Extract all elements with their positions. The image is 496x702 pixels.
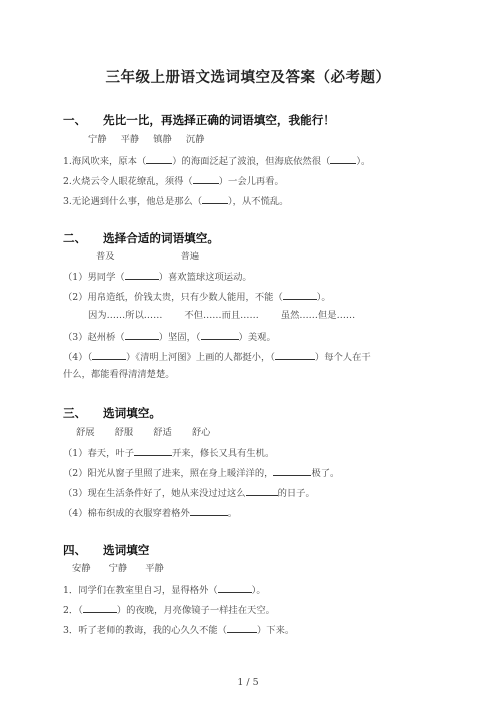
section-2-word-bank xyxy=(96,251,213,263)
word-option: 镇静 xyxy=(153,134,172,145)
word-option: 宁静 xyxy=(108,563,128,574)
section-4-heading-text: 选词填空 xyxy=(103,543,150,557)
word-option: 平静 xyxy=(145,563,164,574)
answer-blank[interactable] xyxy=(125,330,159,340)
answer-blank[interactable] xyxy=(92,350,126,360)
question-text: 的日子。 xyxy=(277,488,315,499)
section-4-heading xyxy=(63,542,149,558)
question-line xyxy=(63,466,339,480)
question-line xyxy=(63,486,315,500)
answer-blank[interactable] xyxy=(283,290,317,300)
question-text: ）下来。 xyxy=(256,625,295,636)
question-text: ）。 xyxy=(316,292,331,303)
answer-blank[interactable] xyxy=(275,350,315,360)
question-text: （3）赵州桥（ xyxy=(63,332,125,343)
section-1-number: 一、 xyxy=(63,113,87,127)
section-2-heading-text: 选择合适的词语填空。 xyxy=(103,231,219,245)
section-2-number: 二、 xyxy=(63,231,87,245)
page-number: 1 / 5 xyxy=(237,677,259,688)
question-text: 3.无论遇到什么事，他总是那么（ xyxy=(63,196,203,207)
question-text: ）的海面泛起了波浪，但海底依然很（ xyxy=(172,156,331,167)
question-text: ）的夜晚，月亮像镜子一样挂在天空。 xyxy=(116,605,275,616)
question-text: 。 xyxy=(227,508,238,519)
question-text: ）坚固，（ xyxy=(158,332,201,343)
section-1-heading xyxy=(63,112,335,128)
question-text: ）一会儿再看。 xyxy=(218,176,284,187)
word-option: 安静 xyxy=(72,563,91,574)
section-2-heading xyxy=(63,230,219,246)
answer-blank[interactable] xyxy=(83,603,117,613)
answer-blank[interactable] xyxy=(125,270,159,280)
answer-blank[interactable] xyxy=(190,506,228,516)
answer-blank[interactable] xyxy=(134,446,172,456)
question-line xyxy=(63,583,266,597)
question-text: 1.海风吹来，原本（ xyxy=(63,156,147,167)
answer-blank[interactable] xyxy=(246,486,278,496)
question-line xyxy=(63,623,294,637)
question-text: （1）春天，叶子 xyxy=(63,448,134,459)
question-text: ）美观。 xyxy=(238,332,276,343)
answer-blank[interactable] xyxy=(218,583,252,593)
document-title: 三年级上册语文选词填空及答案（必考题） xyxy=(105,69,391,86)
word-option: 舒适 xyxy=(153,427,172,438)
answer-blank[interactable] xyxy=(273,466,311,476)
word-option: 舒心 xyxy=(191,427,211,438)
question-line xyxy=(63,174,284,188)
section-4-word-bank xyxy=(72,563,178,575)
question-text: 1．同学们在教室里自习，显得格外（ xyxy=(63,585,218,596)
word-option: 平静 xyxy=(120,134,140,145)
question-line xyxy=(63,369,175,381)
question-text: （4）（ xyxy=(63,352,93,363)
question-line xyxy=(63,446,274,460)
question-line xyxy=(63,270,252,284)
answer-blank[interactable] xyxy=(193,174,219,184)
word-option: 舒展 xyxy=(76,427,95,438)
question-text: 2.火烧云令人眼花缭乱，须得（ xyxy=(63,176,193,187)
question-line xyxy=(63,154,370,168)
word-option: 普及 xyxy=(96,251,115,262)
conjunction-option: 不但……而且…… xyxy=(184,310,259,321)
word-option: 舒服 xyxy=(114,427,134,438)
question-text: ）。 xyxy=(251,585,266,596)
answer-blank[interactable] xyxy=(227,623,257,633)
question-line xyxy=(63,290,331,304)
question-text: ）每个人在干 xyxy=(314,352,371,363)
question-text: 什么，都能看得清清楚楚。 xyxy=(63,369,175,380)
answer-blank[interactable] xyxy=(201,330,239,340)
question-line xyxy=(63,330,276,344)
question-text: 2．（ xyxy=(63,605,83,616)
answer-blank[interactable] xyxy=(202,194,228,204)
conjunction-option: 虽然……但是…… xyxy=(280,310,356,321)
word-option: 沉静 xyxy=(185,134,205,145)
question-line xyxy=(63,350,371,364)
question-text: ）《清明上河图》上画的人都挺小，（ xyxy=(126,352,275,363)
question-text: 极了。 xyxy=(311,468,340,479)
section-3-word-bank xyxy=(76,427,224,439)
question-text: 开来，修长又具有生机。 xyxy=(172,448,275,459)
question-text: ）喜欢篮球这项运动。 xyxy=(158,272,252,283)
answer-blank[interactable] xyxy=(330,154,356,164)
word-option: 宁静 xyxy=(88,134,107,145)
section-1-word-bank xyxy=(88,134,218,146)
question-text: ），从不慌乱。 xyxy=(228,196,289,207)
question-text: （3）现在生活条件好了，她从来没过过这么 xyxy=(63,488,246,499)
answer-blank[interactable] xyxy=(146,154,172,164)
question-text: （4）棉布织成的衣服穿着格外 xyxy=(63,508,190,519)
word-option: 普遍 xyxy=(180,251,200,262)
question-text: （1）男同学（ xyxy=(63,272,125,283)
conjunction-option: 因为……所以…… xyxy=(88,310,163,321)
section-3-heading xyxy=(63,405,161,421)
question-line xyxy=(63,603,275,617)
question-text: ）。 xyxy=(356,156,371,167)
section-2-conjunction-bank xyxy=(88,310,369,322)
question-text: 3．听了老师的教诲，我的心久久不能（ xyxy=(63,625,227,636)
question-line xyxy=(63,194,288,208)
question-line xyxy=(63,506,237,520)
question-text: （2）用帛造纸，价钱太贵，只有少数人能用，不能（ xyxy=(63,292,283,303)
section-4-number: 四、 xyxy=(63,543,87,557)
section-3-number: 三、 xyxy=(63,406,87,420)
section-3-heading-text: 选词填空。 xyxy=(103,406,161,420)
question-text: （2）阳光从窗子里照了进来，照在身上暖洋洋的， xyxy=(63,468,274,479)
section-1-heading-text: 先比一比，再选择正确的词语填空，我能行！ xyxy=(103,113,335,127)
